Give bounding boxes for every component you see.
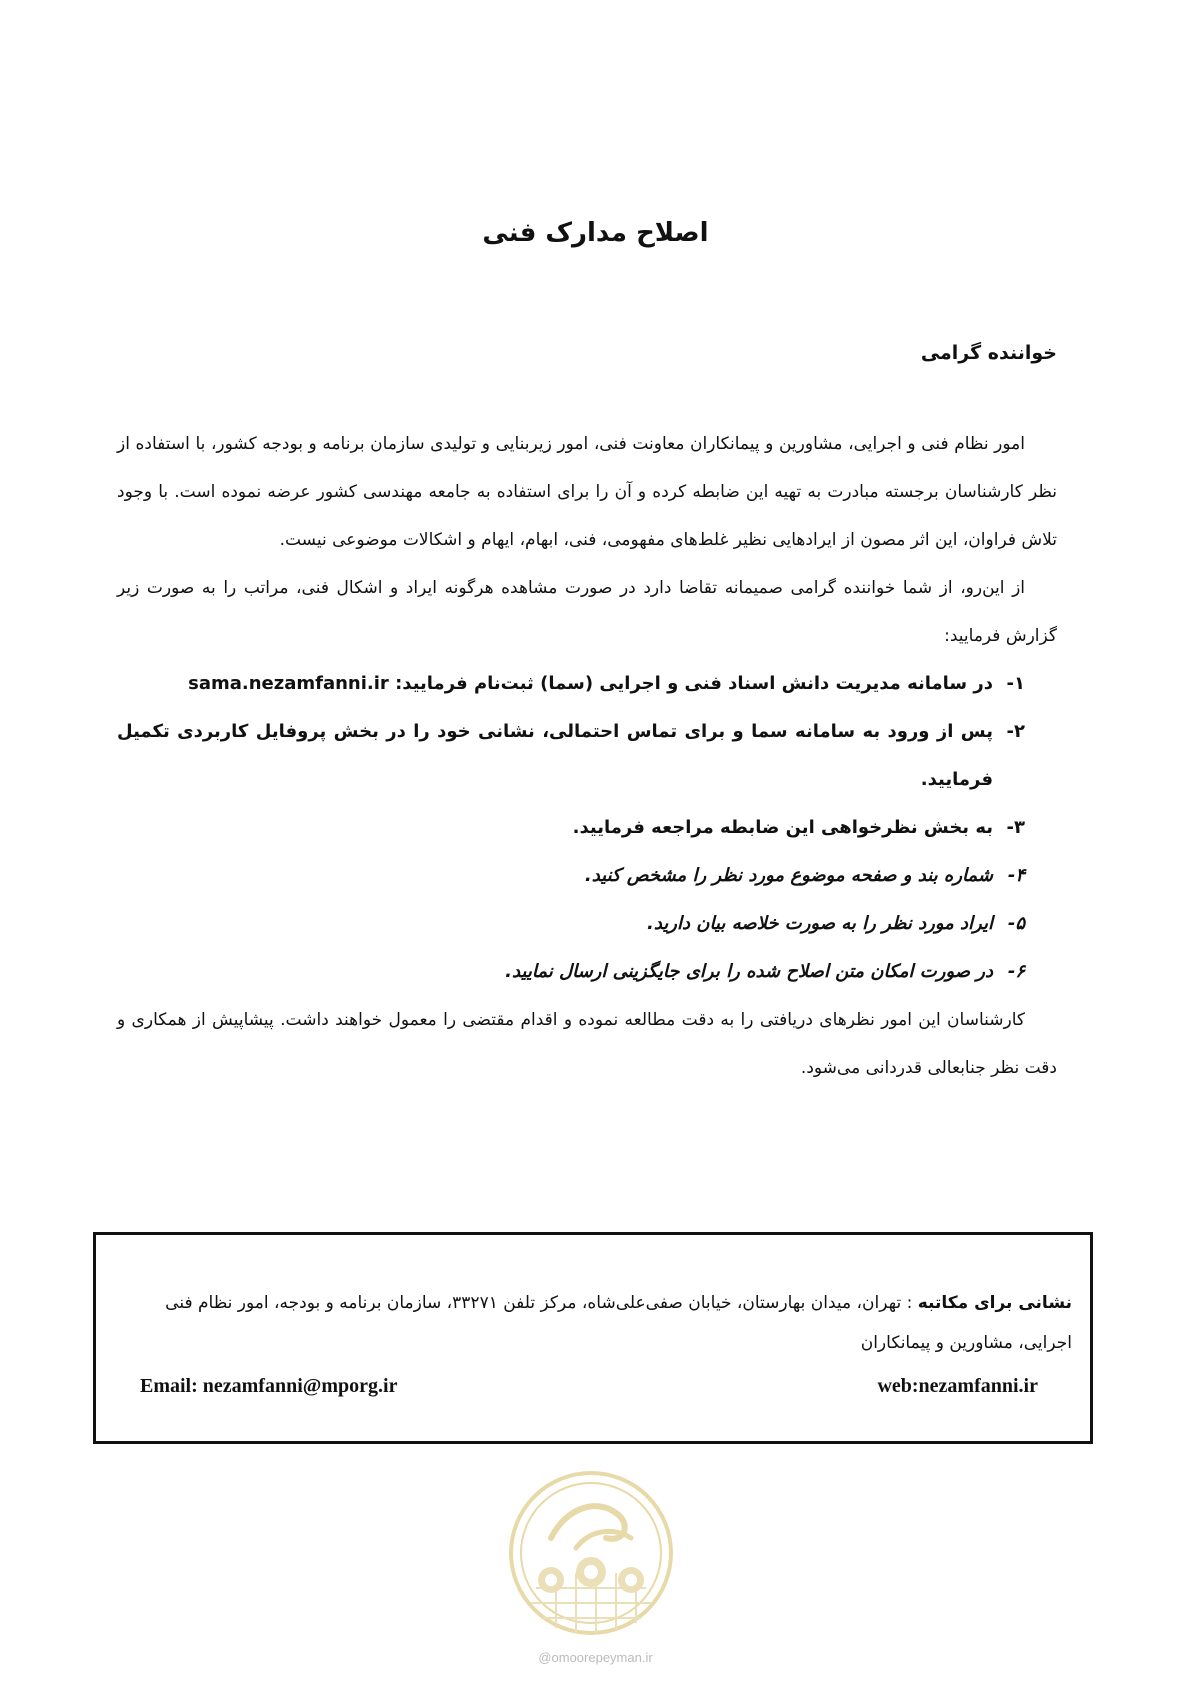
contact-email[interactable]: Email: nezamfanni@mporg.ir: [140, 1375, 398, 1397]
list-item: [117, 708, 1025, 804]
contact-web[interactable]: web:nezamfanni.ir: [877, 1375, 1038, 1397]
list-item: [117, 804, 1025, 852]
body-text: [117, 420, 1057, 1092]
step-number: ۳-: [1006, 817, 1025, 838]
sama-link[interactable]: sama.nezamfanni.ir: [188, 673, 389, 694]
step-text: در صورت امکان متن اصلاح شده را برای جایگزینی ارسال نمایید.: [505, 961, 993, 982]
watermark-url: @omoorepeyman.ir: [538, 1650, 653, 1665]
contact-box: [93, 1232, 1093, 1444]
page-title: اصلاح مدارک فنی: [482, 218, 709, 248]
list-item: [117, 900, 1025, 948]
greeting-heading: خواننده گرامی: [920, 342, 1057, 364]
omoorepeyman-logo-icon: [506, 1468, 676, 1638]
contact-address: [120, 1283, 1072, 1363]
step-number: ۲-: [1006, 721, 1025, 742]
step-number: ۱-: [1006, 673, 1025, 694]
step-number: ۵-: [1007, 913, 1025, 934]
step-text: در سامانه مدیریت دانش اسناد فنی و اجرایی (سما) ثبت‌نام فرمایید:: [395, 673, 993, 694]
list-item: [117, 660, 1025, 708]
list-item: [117, 948, 1025, 996]
steps-list: [117, 660, 1057, 996]
step-text: به بخش نظرخواهی این ضابطه مراجعه فرمایید.: [572, 817, 993, 838]
closing-paragraph: کارشناسان این امور نظرهای دریافتی را به دقت مطالعه نموده و اقدام مقتضی را معمول خواهند داشت. پیشاپیش از همکاری و دقت نظر جنابعالی قدردانی می‌شود.: [117, 1010, 1057, 1078]
step-number: ۴-: [1007, 865, 1025, 886]
step-text: شماره بند و صفحه موضوع مورد نظر را مشخص کنید.: [584, 865, 993, 886]
intro-paragraph: امور نظام فنی و اجرایی، مشاورین و پیمانکاران معاونت فنی، امور زیربنایی و تولیدی سازمان برنامه و بودجه کشور، با استفاده از نظر کارشناسان برجسته مبادرت به تهیه این ضابطه کرده و آن را برای استفاده به جامعه مهندسی کشور عرضه نموده است. با وجود تلاش فراوان، این اثر مصون از ایرادهایی نظیر غلط‌های مفهومی، فنی، ابهام، ایهام و اشکالات موضوعی نیست.: [117, 434, 1057, 550]
step-text: ایراد مورد نظر را به صورت خلاصه بیان دارید.: [647, 913, 993, 934]
request-paragraph: از این‌رو، از شما خواننده گرامی صمیمانه تقاضا دارد در صورت مشاهده هرگونه ایراد و اشکال فنی، مراتب را به صورت زیر گزارش فرمایید:: [117, 578, 1057, 646]
step-number: ۶-: [1007, 961, 1025, 982]
list-item: [117, 852, 1025, 900]
contact-label: نشانی برای مکاتبه: [917, 1293, 1072, 1313]
contact-address-text: : تهران، میدان بهارستان، خیابان صفی‌علی‌شاه، مرکز تلفن ۳۳۲۷۱، سازمان برنامه و بودجه، امور نظام فنی اجرایی، مشاورین و پیمانکاران: [165, 1293, 1072, 1353]
step-text: پس از ورود به سامانه سما و برای تماس احتمالی، نشانی خود را در بخش پروفایل کاربردی تکمیل فرمایید.: [117, 721, 993, 790]
